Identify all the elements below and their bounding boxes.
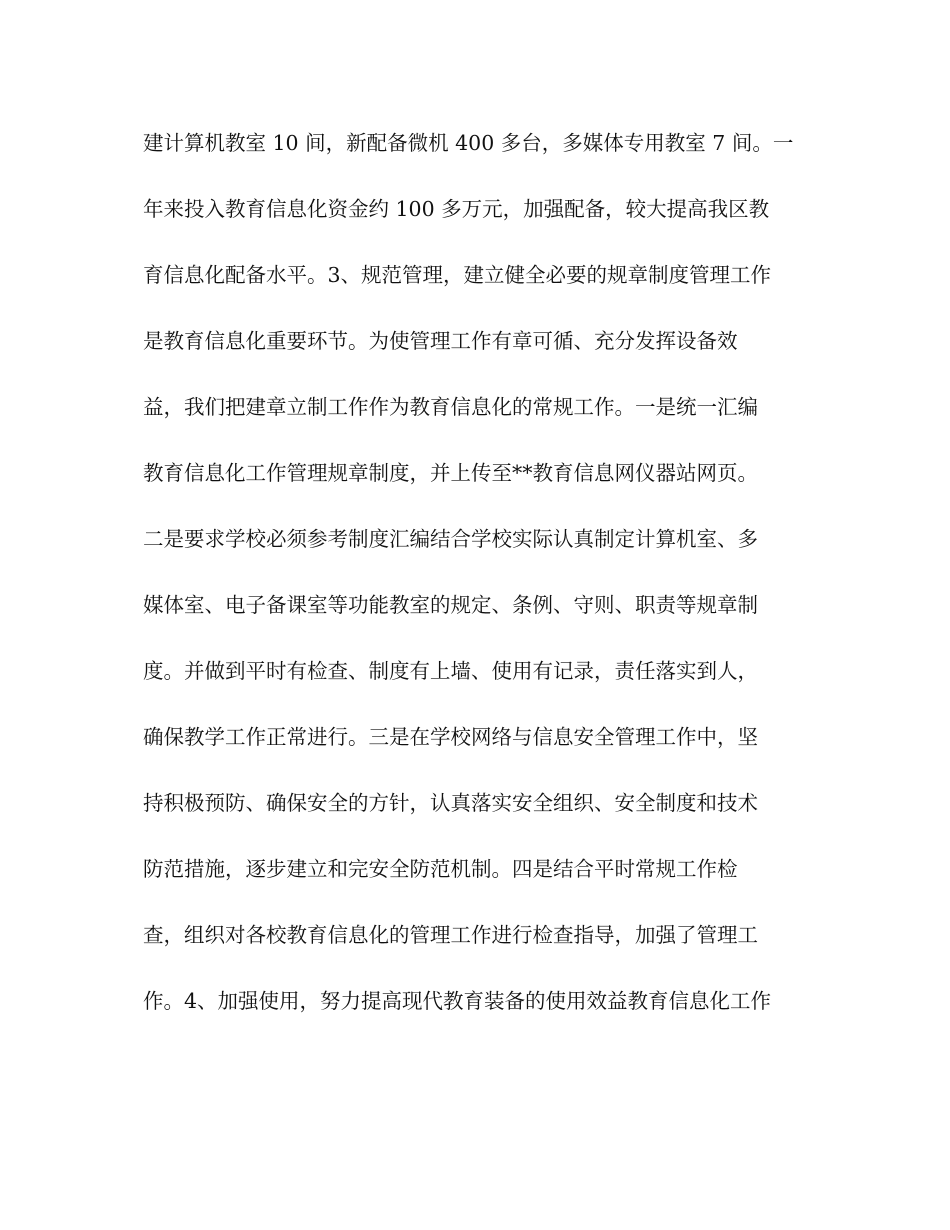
text-line: 作。4、加强使用，努力提高现代教育装备的使用效益教育信息化工作 (143, 989, 772, 1013)
text-line: 益，我们把建章立制工作作为教育信息化的常规工作。一是统一汇编 (143, 395, 758, 419)
text-line: 防范措施，逐步建立和完安全防范机制。四是结合平时常规工作检 (143, 857, 738, 881)
text-line: 年来投入教育信息化资金约 100 多万元，加强配备，较大提高我区教 (143, 197, 770, 221)
text-line: 育信息化配备水平。3、规范管理，建立健全必要的规章制度管理工作 (143, 263, 772, 287)
text-line: 确保教学工作正常进行。三是在学校网络与信息安全管理工作中，坚 (143, 725, 758, 749)
text-line: 查，组织对各校教育信息化的管理工作进行检查指导，加强了管理工 (143, 923, 758, 947)
text-line: 建计算机教室 10 间，新配备微机 400 多台，多媒体专用教室 7 间。一 (143, 131, 794, 155)
text-line: 媒体室、电子备课室等功能教室的规定、条例、守则、职责等规章制 (143, 593, 758, 617)
text-line: 教育信息化工作管理规章制度，并上传至**教育信息网仪器站网页。 (143, 461, 758, 485)
body-text (143, 120, 823, 1044)
text-line: 持积极预防、确保安全的方针，认真落实安全组织、安全制度和技术 (143, 791, 758, 815)
text-line: 二是要求学校必须参考制度汇编结合学校实际认真制定计算机室、多 (143, 527, 758, 551)
text-line: 度。并做到平时有检查、制度有上墙、使用有记录，责任落实到人， (143, 659, 758, 683)
text-line: 是教育信息化重要环节。为使管理工作有章可循、充分发挥设备效 (143, 329, 738, 353)
